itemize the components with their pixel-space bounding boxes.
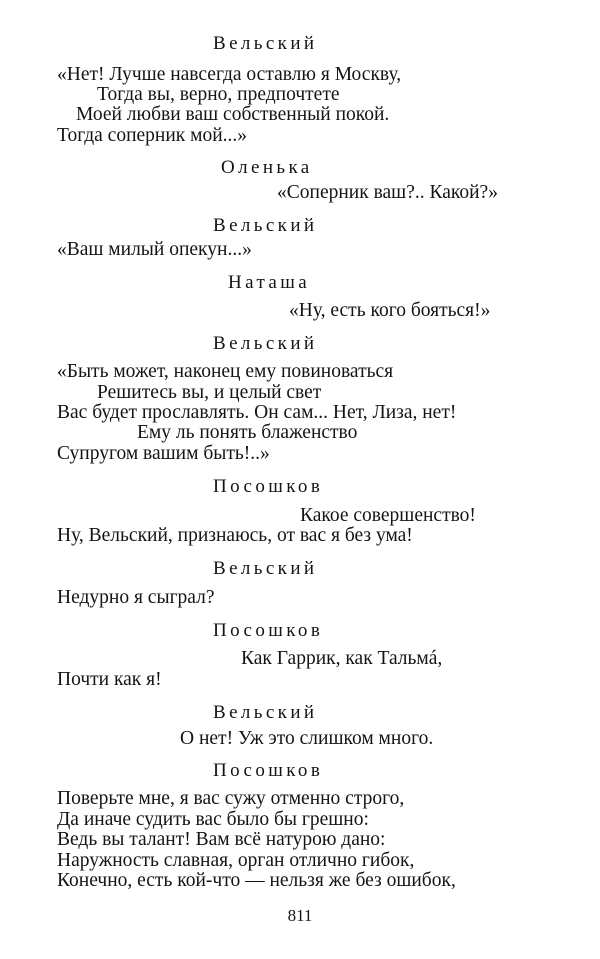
verse-line: Почти как я!: [57, 669, 162, 690]
verse-line: Моей любви ваш собственный покой.: [76, 104, 390, 125]
verse-line: Супругом вашим быть!..»: [57, 443, 270, 464]
speaker-name: Вельский: [213, 215, 318, 236]
verse-line: Как Гаррик, как Тальмá,: [241, 648, 443, 669]
verse-line: Поверьте мне, я вас сужу отменно строго,: [57, 788, 405, 809]
verse-line: Наружность славная, орган отлично гибок,: [57, 850, 415, 871]
speaker-name: Наташа: [228, 272, 311, 293]
verse-line: Тогда вы, верно, предпочтете: [97, 84, 340, 105]
speaker-name: Вельский: [213, 333, 318, 354]
verse-line: «Ваш милый опекун...»: [57, 239, 252, 260]
verse-line: Какое совершенство!: [300, 505, 476, 526]
verse-line: Ему ль понять блаженство: [137, 422, 358, 443]
verse-line: «Быть может, наконец ему повиноваться: [57, 361, 394, 382]
verse-line: Ну, Вельский, признаюсь, от вас я без ума!: [57, 525, 413, 546]
speaker-name: Посошков: [213, 620, 324, 641]
verse-line: Недурно я сыграл?: [57, 587, 215, 608]
speaker-name: Оленька: [221, 157, 313, 178]
verse-line: Да иначе судить вас было бы грешно:: [57, 809, 369, 830]
speaker-name: Посошков: [213, 760, 324, 781]
verse-line: Конечно, есть кой-что — нельзя же без ошибок,: [57, 870, 456, 891]
verse-line: Ведь вы талант! Вам всё натурою дано:: [57, 829, 386, 850]
verse-line: О нет! Уж это слишком много.: [180, 728, 434, 749]
verse-line: Тогда соперник мой...»: [57, 125, 248, 146]
verse-line: «Ну, есть кого бояться!»: [289, 300, 491, 321]
verse-line: «Нет! Лучше навсегда оставлю я Москву,: [57, 64, 402, 85]
speaker-name: Посошков: [213, 476, 324, 497]
page-number: 811: [287, 906, 313, 925]
verse-line: «Соперник ваш?.. Какой?»: [277, 182, 498, 203]
speaker-name: Вельский: [213, 33, 318, 54]
speaker-name: Вельский: [213, 558, 318, 579]
speaker-name: Вельский: [213, 702, 318, 723]
verse-line: Вас будет прославлять. Он сам... Нет, Лиза, нет!: [57, 402, 457, 423]
verse-line: Решитесь вы, и целый свет: [97, 382, 322, 403]
